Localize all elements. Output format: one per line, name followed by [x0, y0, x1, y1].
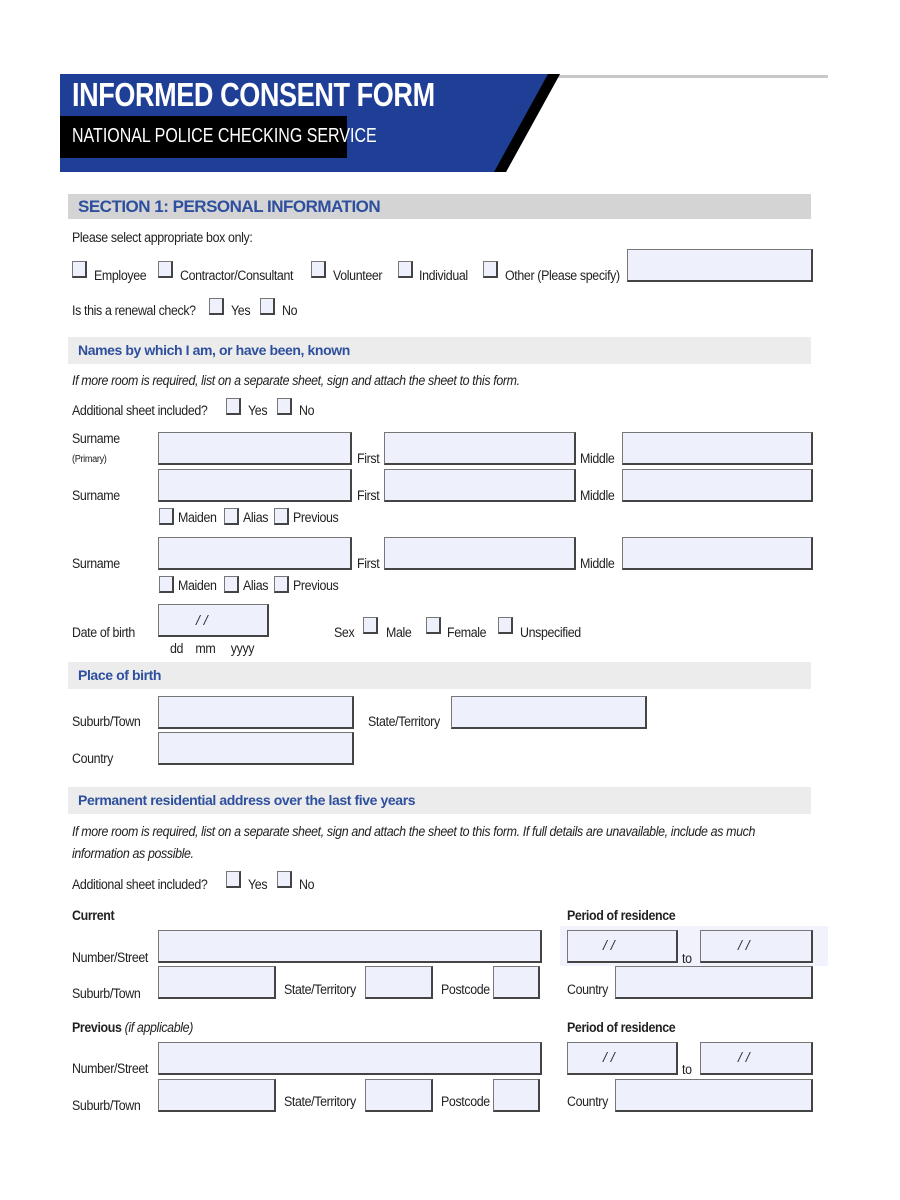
previous-country-label: Country	[567, 1094, 608, 1109]
current-to-label: to	[682, 951, 692, 966]
label-address-sheet-no: No	[299, 877, 315, 892]
middle-label-1: Middle	[580, 451, 615, 466]
previous-label-text: Previous	[72, 1020, 122, 1035]
label-renewal-no: No	[282, 303, 298, 318]
address-note-2: information as possible.	[72, 846, 194, 861]
dob-slashes: / /	[196, 612, 208, 628]
checkbox-male[interactable]	[363, 617, 378, 634]
label-volunteer: Volunteer	[333, 268, 383, 283]
label-address-sheet-yes: Yes	[248, 877, 268, 892]
label-maiden-2: Maiden	[178, 510, 217, 525]
middle-name-field-2[interactable]	[622, 469, 813, 502]
place-of-birth-header: Place of birth	[68, 662, 811, 689]
checkbox-individual[interactable]	[398, 261, 413, 278]
previous-country-field[interactable]	[615, 1079, 813, 1112]
checkbox-unspecified[interactable]	[498, 617, 513, 634]
checkbox-renewal-no[interactable]	[260, 298, 275, 315]
label-renewal-yes: Yes	[231, 303, 251, 318]
address-note-1: If more room is required, list on a separate sheet, sign and attach the sheet to this form. If full details are unavailable, include as much	[72, 824, 756, 839]
first-name-field-1[interactable]	[384, 432, 576, 465]
previous-period-from-field[interactable]	[567, 1042, 678, 1075]
current-state-label: State/Territory	[284, 982, 356, 997]
previous-to-label: to	[682, 1062, 692, 1077]
dob-format-hint: dd mm yyyy	[170, 641, 255, 656]
label-maiden-3: Maiden	[178, 578, 217, 593]
dob-label: Date of birth	[72, 625, 135, 640]
previous-period-label: Period of residence	[567, 1020, 676, 1035]
current-period-label: Period of residence	[567, 908, 676, 923]
form-subtitle: NATIONAL POLICE CHECKING SERVICE	[72, 125, 377, 147]
instruction-text: Please select appropriate box only:	[72, 230, 253, 245]
current-street-field[interactable]	[158, 930, 542, 963]
previous-postcode-label: Postcode	[441, 1094, 490, 1109]
form-title: INFORMED CONSENT FORM	[72, 76, 435, 113]
current-to-slashes: / /	[738, 937, 750, 953]
current-postcode-label: Postcode	[441, 982, 490, 997]
other-specify-field[interactable]	[627, 249, 813, 282]
previous-label	[72, 1020, 193, 1035]
current-label: Current	[72, 908, 115, 923]
surname-field-3[interactable]	[158, 537, 352, 570]
birth-suburb-label: Suburb/Town	[72, 714, 141, 729]
dob-field[interactable]	[158, 604, 269, 637]
previous-from-slashes: / /	[603, 1049, 615, 1065]
middle-name-field-1[interactable]	[622, 432, 813, 465]
label-alias-3: Alias	[243, 578, 269, 593]
checkbox-names-sheet-yes[interactable]	[226, 398, 241, 415]
first-label-1: First	[357, 451, 380, 466]
previous-street-field[interactable]	[158, 1042, 542, 1075]
label-individual: Individual	[419, 268, 468, 283]
checkbox-employee[interactable]	[72, 261, 87, 278]
surname-label-3: Surname	[72, 556, 120, 571]
label-names-sheet-yes: Yes	[248, 403, 268, 418]
birth-state-label: State/Territory	[368, 714, 440, 729]
current-suburb-label: Suburb/Town	[72, 986, 141, 1001]
first-name-field-2[interactable]	[384, 469, 576, 502]
names-header: Names by which I am, or have been, known	[68, 337, 811, 364]
first-label-3: First	[357, 556, 380, 571]
middle-label-2: Middle	[580, 488, 615, 503]
surname-field-1[interactable]	[158, 432, 352, 465]
checkbox-alias-3[interactable]	[224, 576, 239, 593]
checkbox-address-sheet-no[interactable]	[277, 871, 292, 888]
previous-street-label: Number/Street	[72, 1061, 148, 1076]
birth-country-field[interactable]	[158, 732, 354, 765]
surname-label-1: Surname	[72, 431, 120, 446]
current-street-label: Number/Street	[72, 950, 148, 965]
current-postcode-field[interactable]	[493, 966, 540, 999]
current-period-from-field[interactable]	[567, 930, 678, 963]
label-female: Female	[447, 625, 487, 640]
middle-name-field-3[interactable]	[622, 537, 813, 570]
label-employee: Employee	[94, 268, 147, 283]
previous-to-slashes: / /	[738, 1049, 750, 1065]
current-from-slashes: / /	[603, 937, 615, 953]
current-country-label: Country	[567, 982, 608, 997]
label-unspecified: Unspecified	[520, 625, 581, 640]
label-previous-3: Previous	[293, 578, 339, 593]
checkbox-maiden-3[interactable]	[159, 576, 174, 593]
current-country-field[interactable]	[615, 966, 813, 999]
label-contractor: Contractor/Consultant	[180, 268, 294, 283]
label-male: Male	[386, 625, 412, 640]
if-applicable-text: (if applicable)	[124, 1020, 193, 1035]
label-other: Other (Please specify)	[505, 268, 620, 283]
surname-label-2: Surname	[72, 488, 120, 503]
checkbox-renewal-yes[interactable]	[209, 298, 224, 315]
checkbox-names-sheet-no[interactable]	[277, 398, 292, 415]
birth-state-field[interactable]	[451, 696, 647, 729]
label-previous-2: Previous	[293, 510, 339, 525]
address-header: Permanent residential address over the last five years	[68, 787, 811, 814]
section-1-header: SECTION 1: PERSONAL INFORMATION	[68, 194, 811, 219]
sex-label: Sex	[334, 625, 355, 640]
checkbox-maiden-2[interactable]	[159, 508, 174, 525]
previous-suburb-field[interactable]	[158, 1079, 276, 1112]
checkbox-female[interactable]	[426, 617, 441, 634]
previous-suburb-label: Suburb/Town	[72, 1098, 141, 1113]
current-period-to-field[interactable]	[700, 930, 813, 963]
first-name-field-3[interactable]	[384, 537, 576, 570]
birth-suburb-field[interactable]	[158, 696, 354, 729]
middle-label-3: Middle	[580, 556, 615, 571]
label-names-sheet-no: No	[299, 403, 315, 418]
label-alias-2: Alias	[243, 510, 269, 525]
header-rule	[555, 75, 828, 78]
current-state-field[interactable]	[365, 966, 433, 999]
previous-postcode-field[interactable]	[493, 1079, 540, 1112]
primary-label: (Primary)	[72, 454, 107, 465]
checkbox-contractor[interactable]	[158, 261, 173, 278]
previous-state-label: State/Territory	[284, 1094, 356, 1109]
checkbox-alias-2[interactable]	[224, 508, 239, 525]
previous-period-to-field[interactable]	[700, 1042, 813, 1075]
first-label-2: First	[357, 488, 380, 503]
checkbox-previous-2[interactable]	[274, 508, 289, 525]
checkbox-previous-3[interactable]	[274, 576, 289, 593]
previous-state-field[interactable]	[365, 1079, 433, 1112]
checkbox-other[interactable]	[483, 261, 498, 278]
current-suburb-field[interactable]	[158, 966, 276, 999]
names-note: If more room is required, list on a separate sheet, sign and attach the sheet to this form.	[72, 373, 520, 388]
checkbox-volunteer[interactable]	[311, 261, 326, 278]
surname-field-2[interactable]	[158, 469, 352, 502]
checkbox-address-sheet-yes[interactable]	[226, 871, 241, 888]
additional-sheet-question: Additional sheet included?	[72, 403, 208, 418]
address-additional-sheet: Additional sheet included?	[72, 877, 208, 892]
renewal-question: Is this a renewal check?	[72, 303, 196, 318]
birth-country-label: Country	[72, 751, 113, 766]
